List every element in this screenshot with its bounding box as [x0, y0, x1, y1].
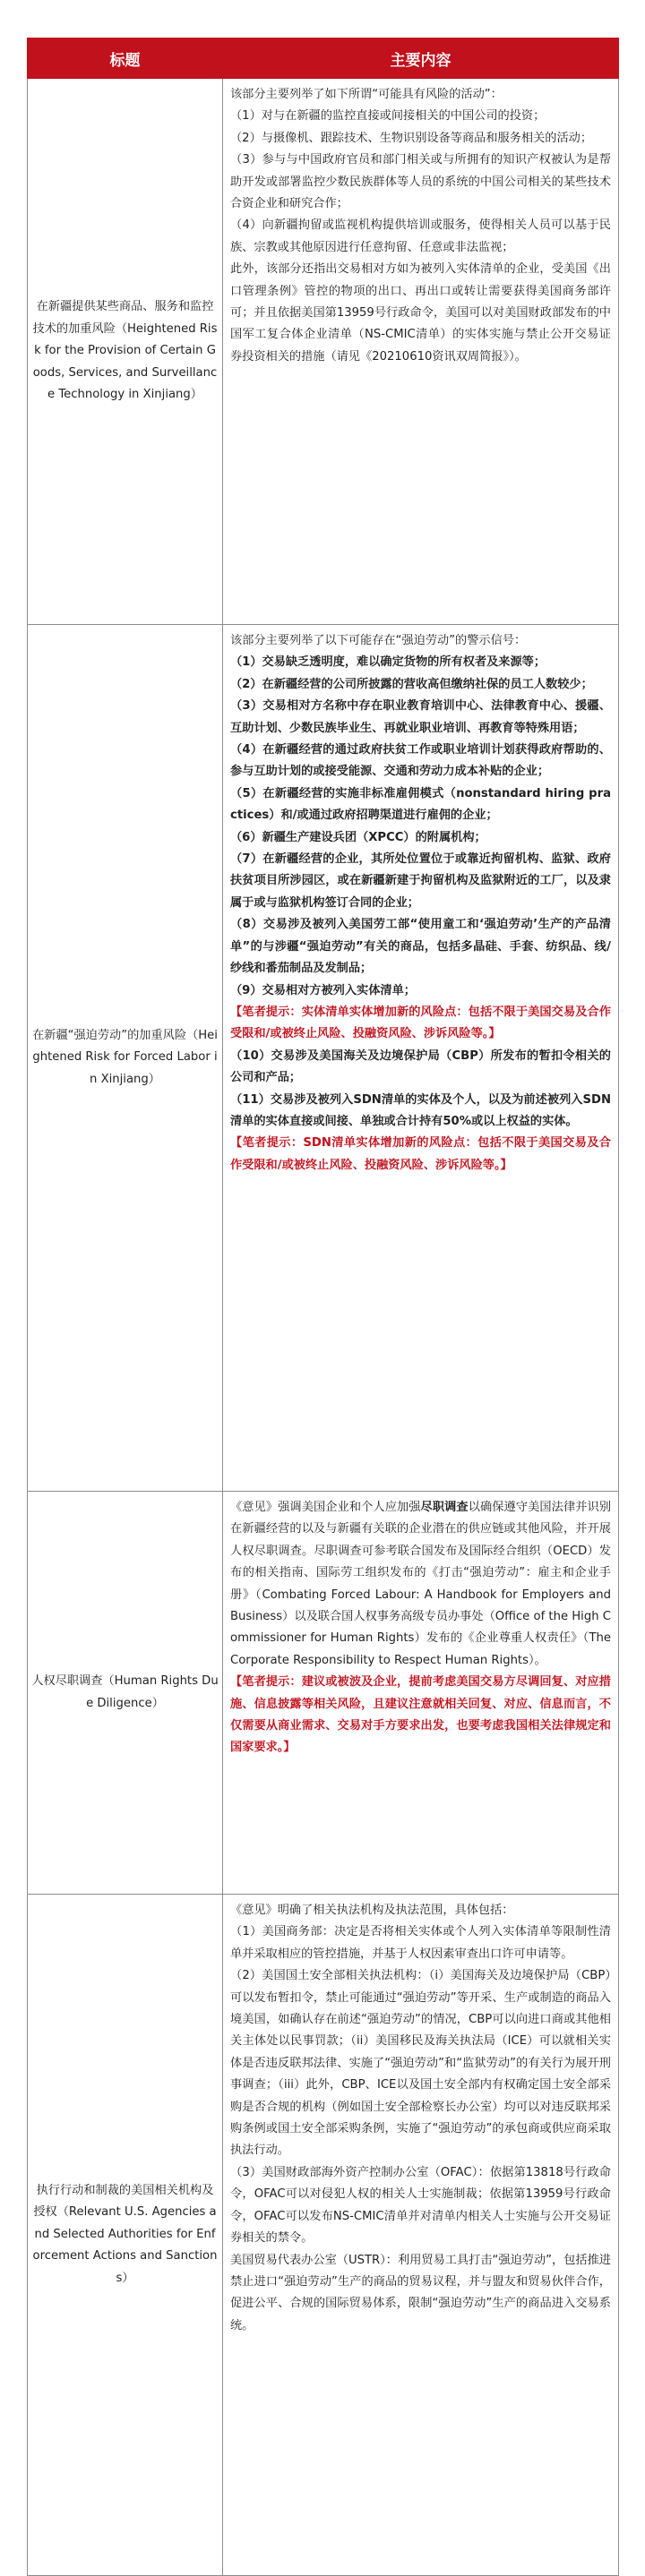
text-before: 《意见》强调美国企业和个人应加强: [230, 1501, 421, 1514]
paragraph: （3）参与与中国政府官员和部门相关或与所拥有的知识产权被认为是帮助开发或部署监控少数民族群体等人员的系统的中国公司相关的某些技术合资企业和研究合作；: [230, 153, 611, 211]
paragraph: 该部分主要列举了以下可能存在“强迫劳动”的警示信号：: [230, 634, 527, 647]
paragraph: （2）美国国土安全部相关执法机构：（i）美国海关及边境保护局（CBP）可以发布暂扣令，禁止可能通过“强迫劳动”等开采、生产或制造的商品入境美国，如确认存在前述“强迫劳动”的情况，CBP可以向进口商或其他相关主体处以民事罚款；（ii）美国移民及海关执法局（ICE）可以就相关实体是否违反联邦法律、实施了“强迫劳动”和“监狱劳动”的有关行为展开刑事调查；（iii）此外，CBP、ICE以及国土安全部内有权确定国土安全部采购是否合规的机构（例如国土安全部检察长办公室）均可以对违反联邦采购条例或国土安全部采购条例，实施了“强迫劳动”的承包商或供应商采取执法行动。: [230, 1969, 611, 2158]
warning-signal: （2）在新疆经营的公司所披露的营收高但缴纳社保的员工人数较少；: [230, 677, 593, 691]
warning-signal: （1）交易缺乏透明度，难以确定货物的所有权者及来源等；: [230, 655, 546, 670]
table-row: [28, 1492, 619, 1895]
author-note: 【笔者提示：建议或被波及企业，提前考虑美国交易方尽调回复、对应措施、信息披露等相关风险，且建议注意就相关回复、对应、信息而言，不仅需要从商业需求、交易对手方要求出发，也要考虑我国相关法律规定和国家要求。】: [230, 1675, 611, 1755]
row-title: 执行行动和制裁的美国相关机构及授权（Relevant U.S. Agencies and Selected Authorities for Enforcement Actions and Sanctions）: [28, 1895, 223, 2576]
text-after: 以确保遵守美国法律并识别在新疆经营的以及与新疆有关联的企业潜在的供应链或其他风险，并开展人权尽职调查。尽职调查可参考联合国发布及国际经合组织（OECD）发布的相关指南、国际劳工组织发布的《打击“强迫劳动”：雇主和企业手册》（Combating Forced Labour: A Handbook for Employers and Business）以及联合国人权事务高级专员办事处（Office of the High Commissioner for Human Rights）发布的《企业尊重人权责任》（The Corporate Responsibility to Respect Human Rights）。: [230, 1501, 612, 1667]
header-content: 主要内容: [223, 39, 619, 79]
table-header-row: [28, 39, 619, 79]
paragraph: 美国贸易代表办公室（USTR）：利用贸易工具打击“强迫劳动”，包括推进禁止进口“强迫劳动”生产的商品的贸易议程，并与盟友和贸易伙伴合作，促进公平、合规的国际贸易体系，限制“强迫劳动”生产的商品进入交易系统。: [230, 2253, 611, 2332]
author-note: 【笔者提示：实体清单实体增加新的风险点：包括不限于美国交易及合作受限和/或被终止风险、投融资风险、涉诉风险等。】: [230, 1005, 611, 1041]
warning-signal: （11）交易涉及被列入SDN清单的实体及个人，以及为前述被列入SDN清单的实体直接或间接、单独或合计持有50%或以上权益的实体。: [230, 1092, 611, 1128]
header-title: 标题: [28, 39, 223, 79]
warning-signal: （8）交易涉及被列入美国劳工部“使用童工和‘强迫劳动’生产的产品清单”的与涉疆“强迫劳动”有关的商品，包括多晶硅、手套、纺织品、线/纱线和番茄制品及发制品；: [230, 918, 611, 976]
row-content: [223, 1492, 619, 1895]
warning-signal: （3）交易相对方名称中存在职业教育培训中心、法律教育中心、援疆、互助计划、少数民族毕业生、再就业职业培训、再教育等特殊用语；: [230, 699, 611, 735]
table-row: [28, 625, 619, 1492]
paragraph: [230, 1497, 611, 1672]
paragraph: 此外，该部分还指出交易相对方如为被列入实体清单的企业，受美国《出口管理条例》管控的物项的出口、再出口或转让需要获得美国商务部许可；并且依据美国第13959号行政命令，美国可以对美国财政部发布的中国军工复合体企业清单（NS-CMIC清单）的实体实施与禁止公开交易证券投资相关的措施（请见《20210610资讯双周简报》）。: [230, 262, 611, 364]
table-row: [28, 1895, 619, 2576]
paragraph: 《意见》明确了相关执法机构及执法范围，具体包括：: [230, 1904, 514, 1917]
author-note: 【笔者提示：SDN清单实体增加新的风险点：包括不限于美国交易及合作受限和/或被终止风险、投融资风险、涉诉风险等。】: [230, 1136, 611, 1172]
row-content: [223, 79, 619, 625]
paragraph: 该部分主要列举了如下所谓“可能具有风险的活动”：: [230, 88, 503, 101]
warning-signal: （10）交易涉及美国海关及边境保护局（CBP）所发布的暂扣令相关的公司和产品；: [230, 1048, 611, 1085]
warning-signal: （4）在新疆经营的通过政府扶贫工作或职业培训计划获得政府帮助的、参与互助计划的或接受能源、交通和劳动力成本补贴的企业；: [230, 743, 611, 779]
paragraph: （1）对与在新疆的监控直接或间接相关的中国公司的投资；: [230, 109, 546, 124]
paragraph: （3）美国财政部海外资产控制办公室（OFAC）：依据第13818号行政命令，OFAC可以对侵犯人权的相关人士实施制裁；依据第13959号行政命令，OFAC可以发布NS-CMIC清单并对清单内相关人士实施与公开交易证券相关的禁令。: [230, 2165, 611, 2246]
row-title: 在新疆提供某些商品、服务和监控技术的加重风险（Heightened Risk for the Provision of Certain Goods, Services, and Surveillance Technology in Xinjiang）: [28, 79, 223, 625]
row-content: [223, 1895, 619, 2576]
warning-signal: （7）在新疆经营的企业，其所处位置位于或靠近拘留机构、监狱、政府扶贫项目所涉园区，或在新疆新建于拘留机构及监狱附近的工厂，以及隶属于或与监狱机构签订合同的企业；: [230, 852, 611, 910]
advisory-table: [27, 38, 619, 2576]
emphasis-text: 尽职调查: [420, 1501, 469, 1514]
warning-signal: （6）新疆生产建设兵团（XPCC）的附属机构；: [230, 830, 486, 844]
warning-signal: （5）在新疆经营的实施非标准雇佣模式（nonstandard hiring practices）和/或通过政府招聘渠道进行雇佣的企业；: [230, 786, 611, 823]
paragraph: （1）美国商务部：决定是否将相关实体或个人列入实体清单等限制性清单并采取相应的管控措施，并基于人权因素审查出口许可申请等。: [230, 1925, 611, 1961]
paragraph: （4）向新疆拘留或监视机构提供培训或服务，使得相关人员可以基于民族、宗教或其他原因进行任意拘留、任意或非法监视；: [230, 218, 611, 254]
warning-signal: （9）交易相对方被列入实体清单；: [230, 983, 416, 997]
row-content: [223, 625, 619, 1492]
row-title: 在新疆“强迫劳动”的加重风险（Heightened Risk for Forced Labor in Xinjiang）: [28, 625, 223, 1492]
table-row: [28, 79, 619, 625]
paragraph: （2）与摄像机、跟踪技术、生物识别设备等商品和服务相关的活动；: [230, 131, 593, 145]
row-title: 人权尽职调查（Human Rights Due Diligence）: [28, 1492, 223, 1895]
